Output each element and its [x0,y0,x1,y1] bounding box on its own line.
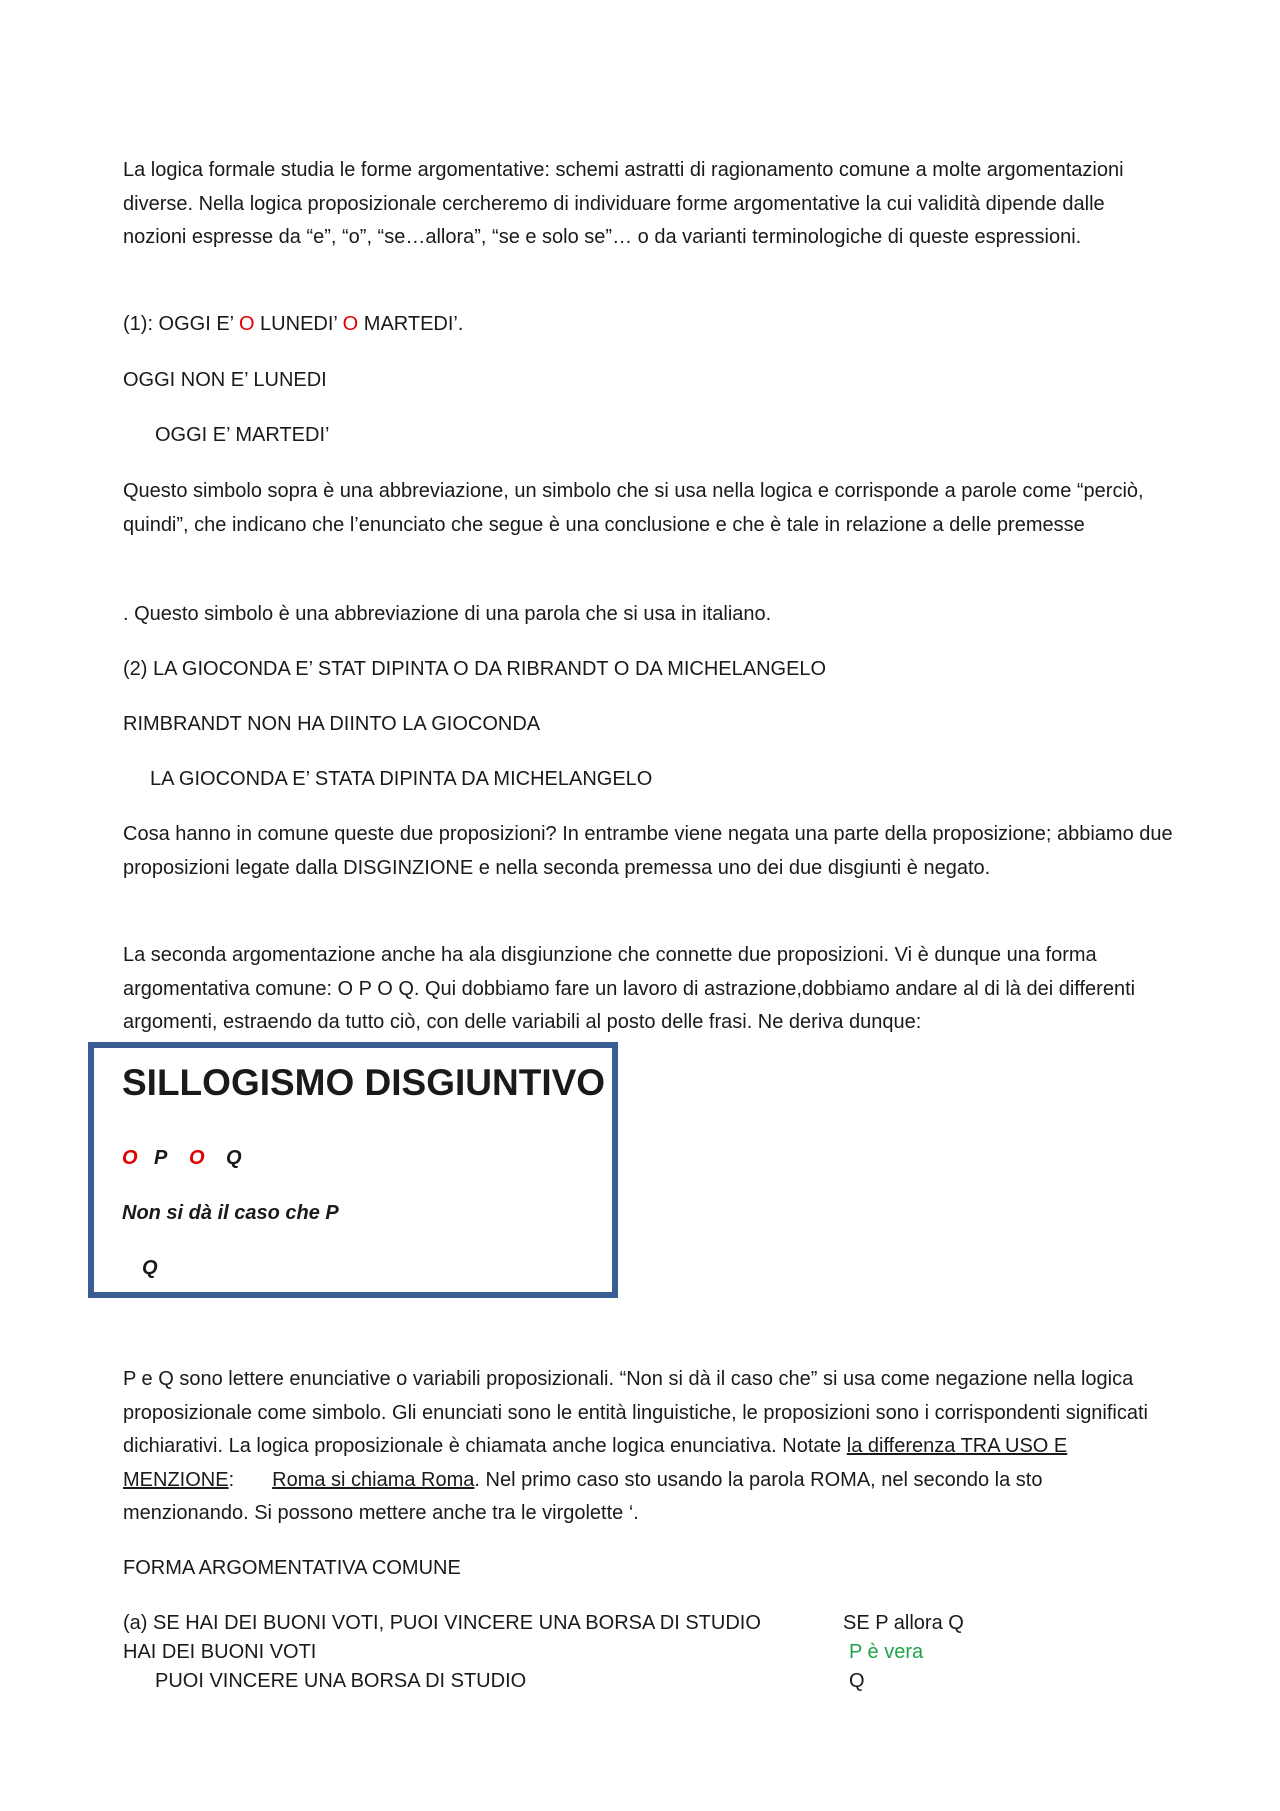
common-paragraph: Cosa hanno in comune queste due proposizioni? In entrambe viene negata una parte della proposizione; abbiamo due proposizioni legate dalla DISGINZIONE e nella seconda premessa uno dei due disgiunti è negato. [123,823,1173,879]
rome-example-underline: Roma si chiama Roma [272,1468,475,1491]
colon: : [228,1468,235,1491]
example1-conclusion: OGGI E’ MARTEDI’ [155,424,330,446]
example1-premise1 [123,310,463,338]
symbol-paragraph-2: . Questo simbolo è una abbreviazione di una parola che si usa in italiano. [123,603,772,625]
use-mention-underline: la differenza TRA USO E MENZIONE [123,1435,1068,1491]
example2-premise2: RIMBRANDT NON HA DIINTO LA GIOCONDA [123,713,541,735]
example-a-premise1: (a) SE HAI DEI BUONI VOTI, PUOI VINCERE UNA BORSA DI STUDIO [123,1612,761,1634]
example1-prefix: (1): OGGI E’ [123,313,239,335]
example2-premise1: (2) LA GIOCONDA E’ STAT DIPINTA O DA RIBRANDT O DA MICHELANGELO [123,658,827,680]
or-connective: O [238,313,255,335]
form-line-1: SE P allora Q [843,1612,964,1634]
second-argument-paragraph: La seconda argomentazione anche ha ala disgiunzione che connette due proposizioni. Vi è dunque una forma argomentativa comune: O P O Q. Qui dobbiamo fare un lavoro di astrazione,dobbiamo andare al di là dei differenti argomenti, estraendo da tutto ciò, con delle variabili al posto delle frasi. Ne deriva dunque: [123,944,1136,1033]
variables-text: P e Q sono lettere enunciative o variabili proposizionali. “Non si dà il caso che” si usa come negazione nella logica proposizionale come simbolo. Gli enunciati sono le entità linguistiche, le proposizioni sono i corrispondenti significati dichiarativi. La logica proposizionale è chiamata anche logica enunciativa. Notate [123,1368,1148,1457]
example2-conclusion: LA GIOCONDA E’ STATA DIPINTA DA MICHELANGELO [150,768,653,790]
variables-rest: . Nel primo caso sto usando la parola ROMA, nel secondo la sto menzionando. Si possono mettere anche tra le virgolette ‘. [123,1468,1043,1524]
form-line-3: Q [849,1670,865,1692]
intro-paragraph: La logica formale studia le forme argomentative: schemi astratti di ragionamento comune a molte argomentazioni diverse. Nella logica proposizionale cercheremo di individuare forme argomentative la cui validità dipende dalle nozioni espresse da “e”, “o”, “se…allora”, “se e solo se”… o da varianti terminologiche di queste espressioni. [123,159,1124,248]
box-conclusion: Q [142,1257,158,1279]
box-or-1: O [122,1147,138,1169]
example1-suffix: MARTEDI’. [358,313,464,335]
syllogism-title: SILLOGISMO DISGIUNTIVO [122,1062,606,1103]
box-p: P [154,1147,168,1169]
box-premise2: Non si dà il caso che P [122,1202,339,1224]
example1-premise2: OGGI NON E’ LUNEDI [123,369,327,391]
form-line-2: P è vera [849,1641,924,1663]
example-a-premise2: HAI DEI BUONI VOTI [123,1641,317,1663]
example1-mid: LUNEDI’ [254,313,343,335]
or-connective: O [342,313,359,335]
symbol-paragraph: Questo simbolo sopra è una abbreviazione, un simbolo che si usa nella logica e corrisponde a parole come “perciò, quindi”, che indicano che l’enunciato che segue è una conclusione e che è tale in relazione a delle premesse [123,480,1144,536]
example-a-conclusion: PUOI VINCERE UNA BORSA DI STUDIO [155,1670,527,1692]
box-q: Q [226,1147,242,1169]
variables-paragraph [123,1363,1173,1531]
box-or-2: O [189,1147,205,1169]
common-form-heading: FORMA ARGOMENTATIVA COMUNE [123,1557,461,1579]
